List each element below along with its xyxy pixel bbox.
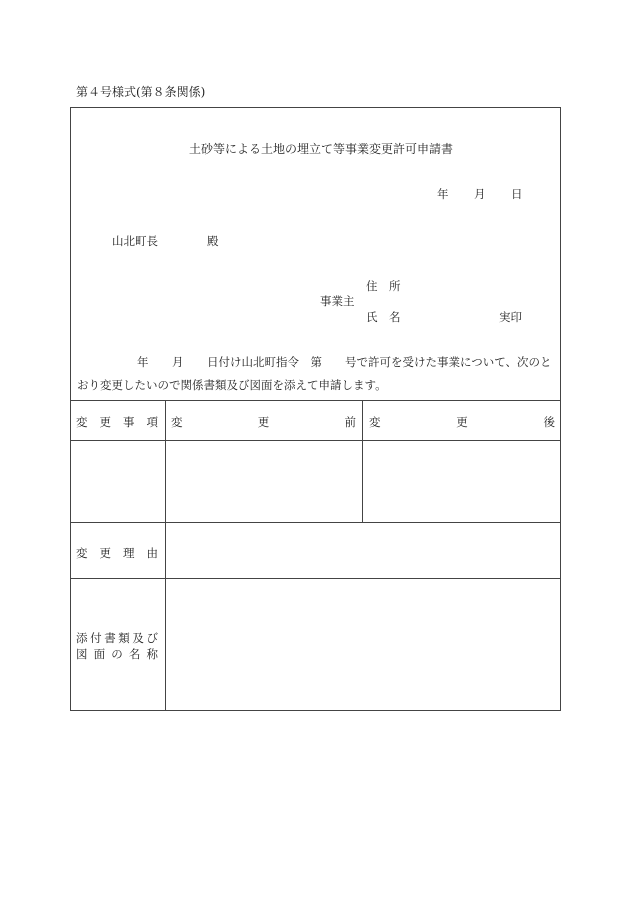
reason-char: 由 — [146, 546, 158, 560]
applicant-name-label: 氏 名 — [366, 310, 401, 324]
form-title: 土砂等による土地の埋立て等事業変更許可申請書 — [189, 142, 454, 156]
attachments-char: 添 — [76, 631, 88, 645]
change-item-cell[interactable] — [71, 441, 164, 521]
header-change-item-char: 事 — [123, 415, 135, 429]
header-change-item-char: 変 — [76, 415, 88, 429]
date-year: 年 — [437, 187, 449, 201]
body-line1: 日付け山北町指令 第 号で許可を受けた事業について、次のと — [207, 355, 552, 369]
date-day: 日 — [511, 187, 523, 201]
attachments-cell[interactable] — [166, 579, 560, 710]
date-month: 月 — [474, 187, 486, 201]
addressee-name: 山北町長 — [112, 234, 158, 248]
body-year: 年 — [137, 355, 149, 369]
attachments-char: び — [146, 631, 158, 645]
header-before-char: 変 — [171, 415, 183, 429]
reason-char: 理 — [123, 546, 135, 560]
reason-char: 更 — [99, 546, 111, 560]
addressee-honorific: 殿 — [207, 234, 219, 248]
change-reason-label — [76, 545, 158, 561]
attachments-label-line1 — [76, 630, 158, 646]
header-before-change — [171, 414, 356, 430]
form-number: 第４号様式(第８条関係) — [76, 85, 206, 99]
header-after-change — [369, 414, 555, 430]
before-change-cell[interactable] — [166, 441, 361, 521]
attachments-char: の — [111, 647, 123, 661]
table-top-rule — [70, 400, 561, 401]
change-reason-cell[interactable] — [166, 523, 560, 577]
attachments-char: 類 — [118, 631, 130, 645]
body-line2: おり変更したいので関係書類及び図面を添えて申請します。 — [77, 378, 387, 392]
attachments-char: 図 — [76, 647, 88, 661]
attachments-char: 付 — [90, 631, 102, 645]
applicant-address-label: 住 所 — [366, 279, 401, 293]
header-after-char: 更 — [456, 415, 468, 429]
seal-label: 実印 — [499, 310, 522, 324]
header-after-char: 後 — [543, 415, 555, 429]
header-change-item-char: 項 — [146, 415, 158, 429]
after-change-cell[interactable] — [363, 441, 560, 521]
applicant-label: 事業主 — [320, 294, 355, 308]
header-change-item-char: 更 — [99, 415, 111, 429]
reason-char: 変 — [76, 546, 88, 560]
attachments-char: 名 — [128, 647, 141, 661]
attachments-char: 称 — [146, 647, 158, 661]
attachments-char: 書 — [104, 631, 116, 645]
header-before-char: 更 — [257, 415, 270, 429]
header-change-item — [76, 414, 158, 430]
header-before-char: 前 — [344, 415, 356, 429]
attachments-char: 及 — [132, 631, 144, 645]
body-month: 月 — [172, 355, 184, 369]
header-after-char: 変 — [369, 415, 381, 429]
attachments-char: 面 — [93, 647, 106, 661]
attachments-label-line2 — [76, 646, 158, 662]
